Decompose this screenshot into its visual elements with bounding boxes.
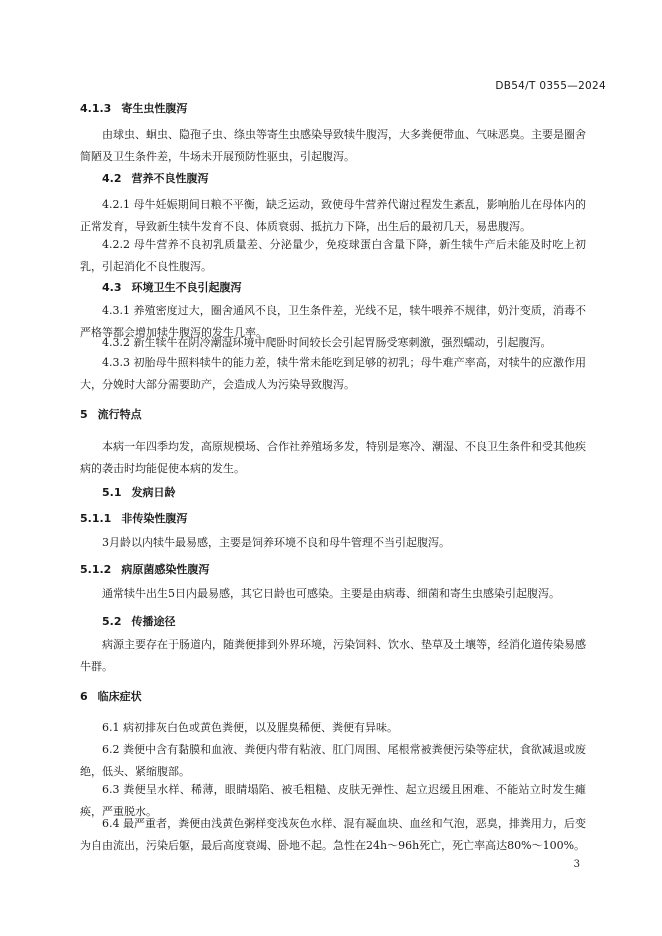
paragraph-4-2-1: 4.2.1 母牛妊娠期间日粮不平衡，缺乏运动，致使母牛营养代谢过程发生紊乱，影响胎儿在母体内的正常发育，导致新生犊牛发育不良、体质衰弱、抵抗力下降，出生后的最初几天，易患腹泻。 <box>80 198 586 233</box>
heading-number: 5 <box>80 408 88 421</box>
heading-title: 临床症状 <box>97 690 142 703</box>
paragraph-4-1-3: 由球虫、蛔虫、隐孢子虫、绦虫等寄生虫感染导致犊牛腹泻，大多粪便带血、气味恶臭。主要是圈舍简陋及卫生条件差，牛场未开展预防性驱虫，引起腹泻。 <box>80 128 586 163</box>
heading-title: 流行特点 <box>97 408 142 421</box>
heading-5-1 <box>102 484 176 500</box>
heading-number: 5.1.1 <box>80 512 112 525</box>
heading-number: 6 <box>80 690 88 703</box>
paragraph-5-2: 病源主要存在于肠道内，随粪便排到外界环境，污染饲料、饮水、垫草及土壤等，经消化道传染易感牛群。 <box>80 638 586 673</box>
paragraph-4-3-3: 4.3.3 初胎母牛照料犊牛的能力差，犊牛常未能吃到足够的初乳；母牛难产率高，对犊牛的应激作用大，分娩时大部分需要助产，会造成人为污染导致腹泻。 <box>80 356 586 391</box>
heading-4-2 <box>102 170 209 186</box>
heading-title: 病原菌感染性腹泻 <box>121 563 210 576</box>
heading-title: 传播途径 <box>131 615 176 628</box>
heading-title: 寄生虫性腹泻 <box>121 102 188 115</box>
heading-5-1-1 <box>80 510 187 526</box>
heading-5-1-2 <box>80 561 209 577</box>
heading-4-3 <box>102 279 242 295</box>
heading-5 <box>80 406 142 422</box>
paragraph-5: 本病一年四季均发，高原规模场、合作社养殖场多发，特别是寒冷、潮湿、不良卫生条件和受其他疾病的袭击时均能促使本病的发生。 <box>80 440 586 475</box>
paragraph-6-2: 6.2 粪便中含有黏膜和血液、粪便内带有粘液、肛门周围、尾根常被粪便污染等症状，食欲减退或废绝，低头、紧缩腹部。 <box>80 743 586 778</box>
heading-6 <box>80 688 142 704</box>
heading-number: 5.2 <box>102 615 122 628</box>
heading-number: 5.1 <box>102 486 122 499</box>
paragraph-4-2-2: 4.2.2 母牛营养不良初乳质量差、分泌量少，免疫球蛋白含量下降，新生犊牛产后未能及时吃上初乳，引起消化不良性腹泻。 <box>80 238 586 273</box>
paragraph-4-3-1: 4.3.1 养殖密度过大，圈舍通风不良，卫生条件差，光线不足，犊牛喂养不规律，奶汁变质，消毒不严格等都会增加犊牛腹泻的发生几率。 <box>80 304 586 339</box>
heading-number: 4.2 <box>102 172 122 185</box>
paragraph-6-4: 6.4 最严重者，粪便由浅黄色粥样变浅灰色水样、混有凝血块、血丝和气泡，恶臭，排粪用力，后变为自由流出，污染后躯，最后高度衰竭、卧地不起。急性在24h～96h死亡，死亡率高达80%～100%。 <box>80 817 586 852</box>
heading-title: 非传染性腹泻 <box>121 512 188 525</box>
paragraph-4-3-2: 4.3.2 新生犊牛在阴冷潮湿环境中爬卧时间较长会引起胃肠受寒刺激，强烈蠕动，引起腹泻。 <box>102 336 552 349</box>
heading-number: 4.3 <box>102 281 122 294</box>
paragraph-6-1: 6.1 病初排灰白色或黄色粪便，以及腥臭稀便、粪便有异味。 <box>102 721 398 734</box>
heading-title: 发病日龄 <box>131 486 176 499</box>
heading-title: 营养不良性腹泻 <box>131 172 209 185</box>
paragraph-5-1-1: 3月龄以内犊牛最易感，主要是饲养环境不良和母牛管理不当引起腹泻。 <box>102 536 450 549</box>
heading-number: 4.1.3 <box>80 102 112 115</box>
heading-5-2 <box>102 613 176 629</box>
heading-title: 环境卫生不良引起腹泻 <box>131 281 242 294</box>
standard-code: DB54/T 0355—2024 <box>495 80 606 92</box>
heading-4-1-3 <box>80 100 187 116</box>
paragraph-6-3: 6.3 粪便呈水样、稀薄，眼睛塌陷、被毛粗糙、皮肤无弹性、起立迟缓且困难、不能站立时发生瘫痪，严重脱水。 <box>80 783 586 818</box>
heading-number: 5.1.2 <box>80 563 112 576</box>
paragraph-5-1-2: 通常犊牛出生5日内最易感，其它日龄也可感染。主要是由病毒、细菌和寄生虫感染引起腹泻。 <box>102 587 560 600</box>
page-number: 3 <box>573 859 580 870</box>
